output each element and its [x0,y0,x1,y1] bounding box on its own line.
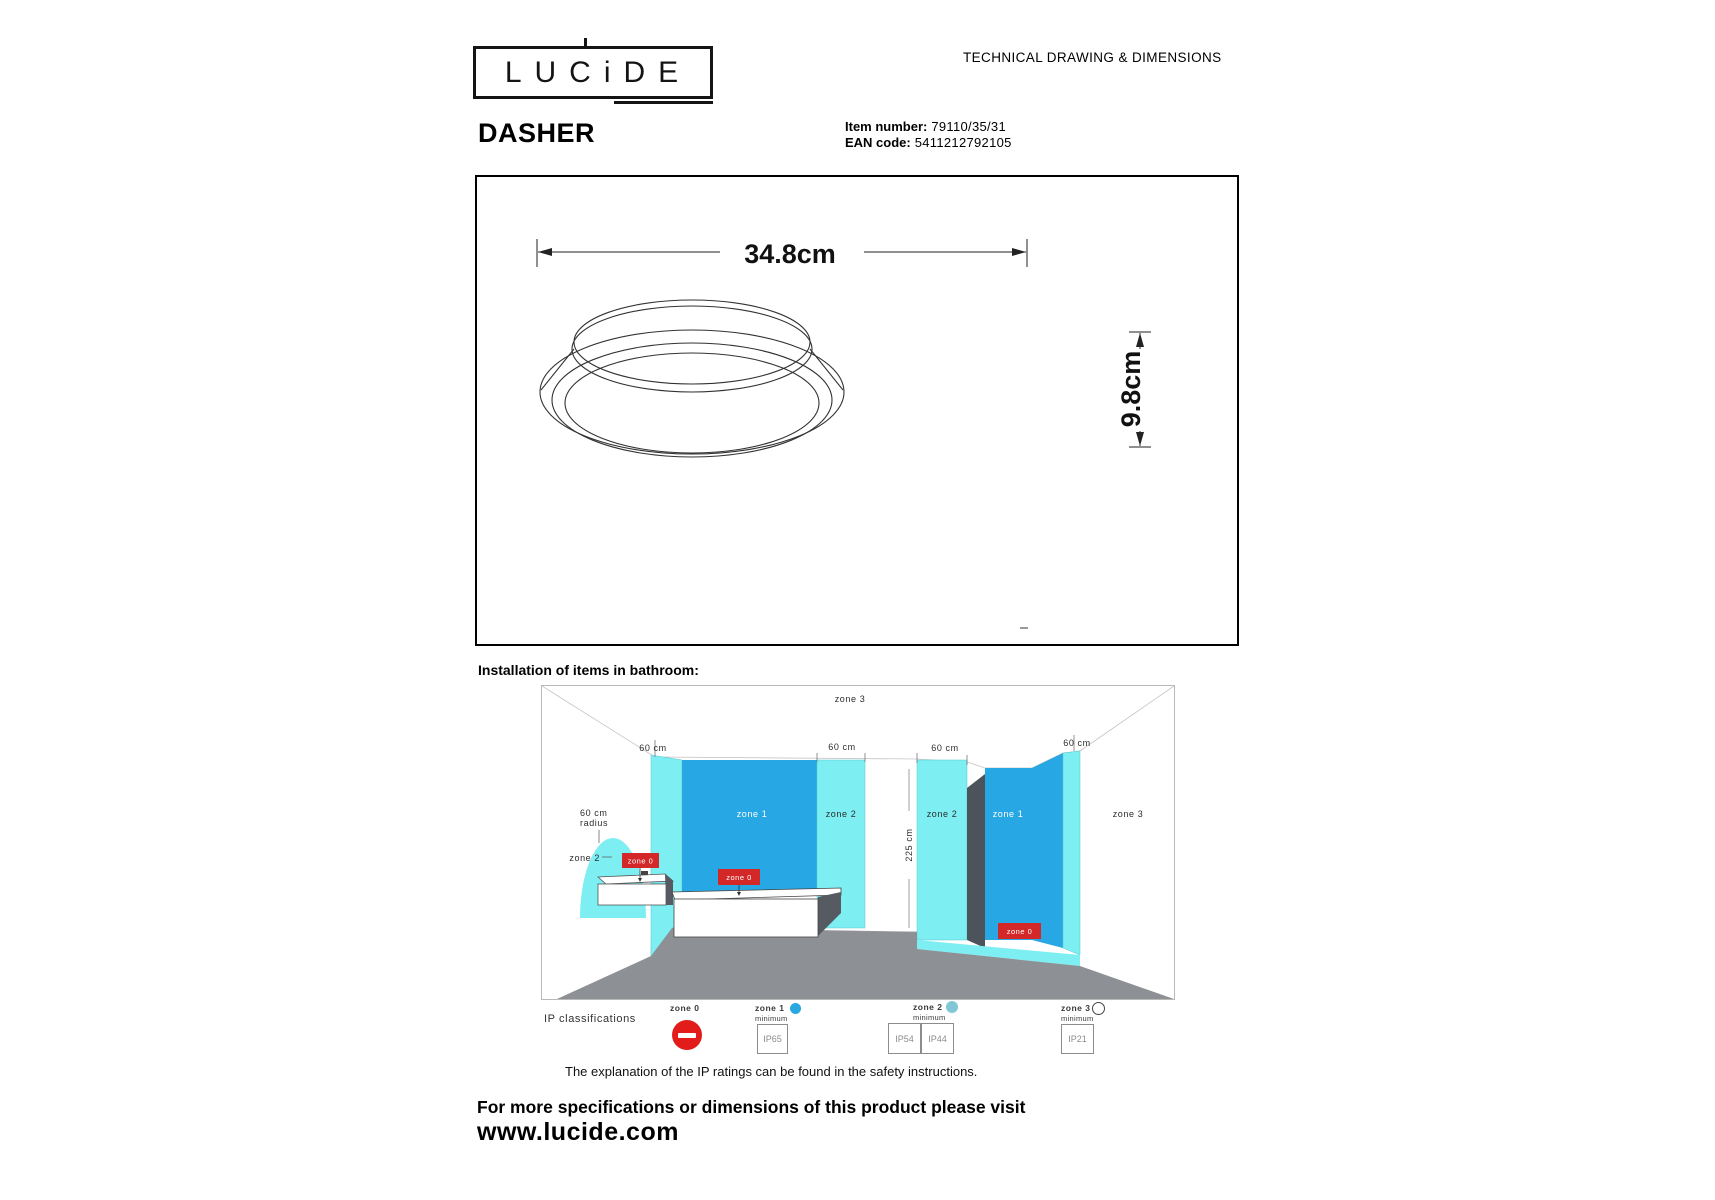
ean-label: EAN code: [845,135,911,150]
ip65-box: IP65 [757,1024,788,1054]
technical-drawing-panel [475,175,1239,646]
bathtub [672,888,841,937]
dim-225-label: 225 cm [904,828,914,862]
lucide-logo [473,46,713,99]
ip-ratings-note: The explanation of the IP ratings can be found in the safety instructions. [565,1064,978,1079]
height-dimension-label: 9.8cm [1116,350,1146,428]
legend-zone2-label: zone 2 [913,1002,943,1012]
zone1-shower-back [985,768,1032,940]
dim-arrow-right [1012,248,1026,256]
zone2-right-label: zone 2 [926,809,958,819]
logo-top-stub [584,38,587,49]
legend-zone1-label: zone 1 [755,1003,785,1013]
lamp-drawing [477,177,1237,644]
dim-60-label-4: 60 cm [1063,738,1091,748]
legend-zone1-minimum: minimum [755,1014,788,1023]
zone3-ceiling-label: zone 3 [834,694,866,704]
legend-zone0-label: zone 0 [670,1003,700,1013]
zone2-strip-right [1063,751,1080,955]
legend-zone3-minimum: minimum [1061,1014,1094,1023]
bathroom-section-title: Installation of items in bathroom: [478,662,699,678]
bathroom-zones-diagram [541,685,1175,1000]
width-dimension-label: 34.8cm [744,239,836,269]
zone3-wall-label: zone 3 [1112,809,1144,819]
dim-60-label-1: 60 cm [639,743,667,753]
dim-60-label-3: 60 cm [931,743,959,753]
legend-title: IP classifications [544,1013,636,1025]
zone1-left-label: zone 1 [736,809,768,819]
ip54-box: IP54 [888,1023,921,1054]
radius-label-line1: 60 cm [580,808,608,818]
product-codes [845,119,1012,151]
legend-zone3-label: zone 3 [1061,1003,1091,1013]
shower-screen [967,774,985,948]
item-number-label: Item number: [845,119,928,134]
item-number-row [845,119,1012,135]
ip21-box: IP21 [1061,1024,1094,1054]
logo-text: LUCiDE [504,55,692,89]
lamp-outline [540,300,844,457]
zone0-shower-badge: zone 0 [1006,927,1033,936]
ip44-box: IP44 [921,1023,954,1054]
zone0-basin-badge: zone 0 [627,856,654,866]
zone1-shower-side [1032,753,1063,948]
footer-website: www.lucide.com [477,1118,679,1146]
document-title: TECHNICAL DRAWING & DIMENSIONS [963,50,1222,65]
radius-label-line2: radius [580,818,609,828]
item-number-value: 79110/35/31 [931,119,1006,134]
zone2-dot-icon [946,1001,958,1013]
zone3-ring-icon [1092,1002,1105,1015]
footer-text: For more specifications or dimensions of this product please visit [477,1097,1026,1117]
zone2-arc-label: zone 2 [569,853,600,863]
dim-60-label-2: 60 cm [828,742,856,752]
zone1-dot-icon [790,1003,801,1014]
dim-arrow-up [1136,333,1144,347]
legend-zone2-minimum: minimum [913,1013,946,1022]
faucet [641,871,648,875]
no-entry-icon [672,1020,702,1050]
zone2-left-label: zone 2 [825,809,857,819]
zone2-wall-right [917,760,967,940]
ean-value: 5411212792105 [914,135,1012,150]
zone1-right-label: zone 1 [992,809,1024,819]
ean-row [845,135,1012,151]
zone0-tub-badge: zone 0 [726,873,752,882]
washbasin [598,871,673,905]
dim-arrow-left [538,248,552,256]
product-name: DASHER [478,118,596,148]
dim-arrow-down [1136,432,1144,446]
logo-bottom-step [614,101,713,104]
